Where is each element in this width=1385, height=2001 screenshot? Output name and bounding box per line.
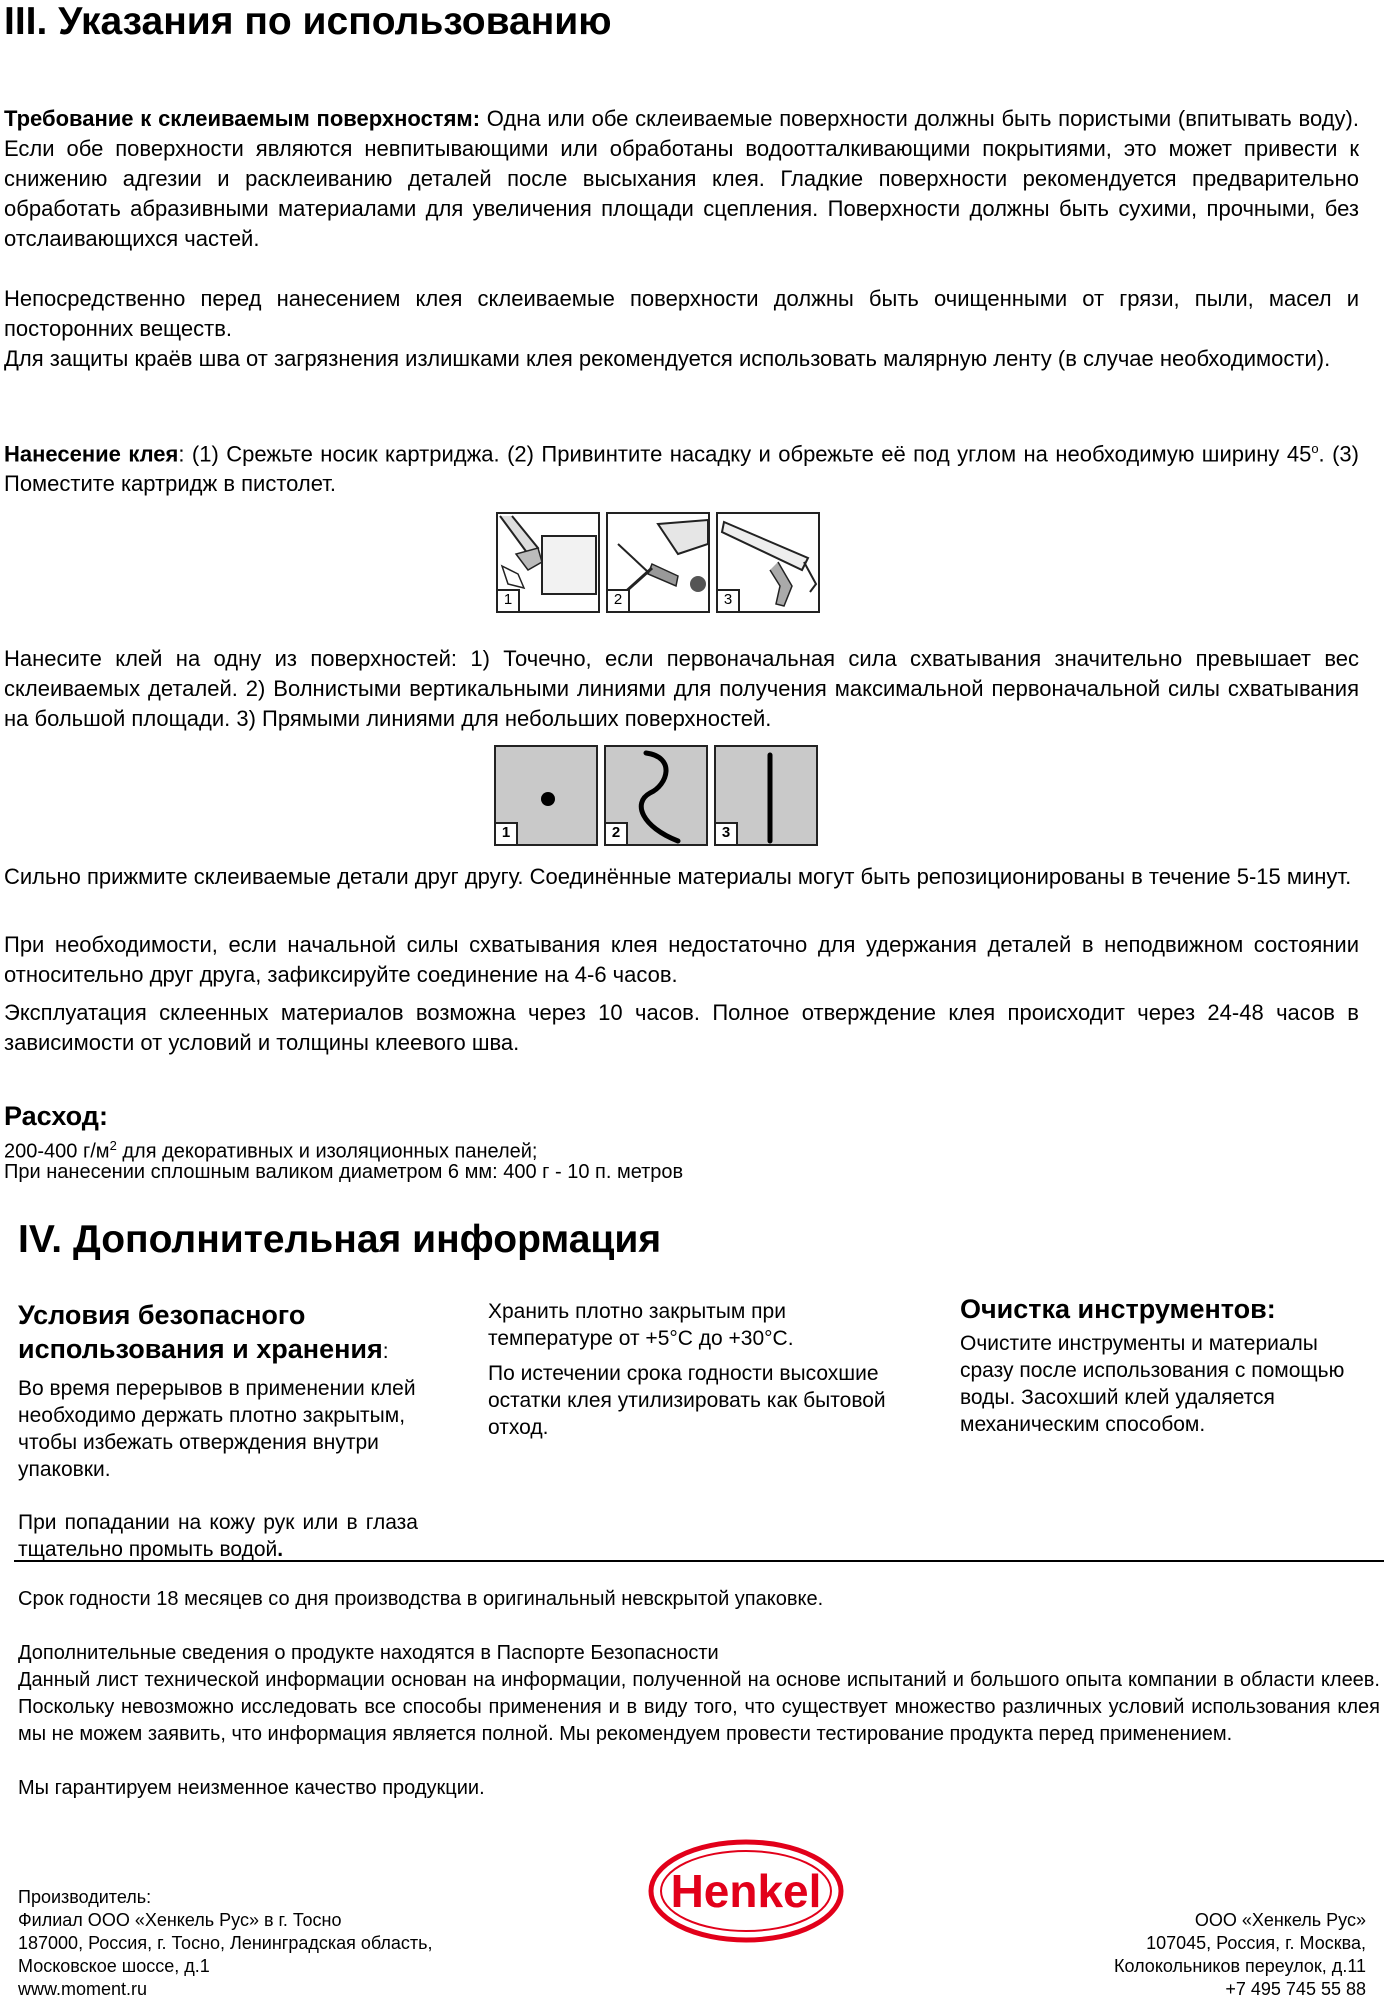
surface-requirements-text: Одна или обе склеиваемые поверхности должны быть пористыми (впитывать воду). Если обе поверхности являются невпитывающими или обработаны водоотталкивающими покрытиями, это может привести к снижению адгезии и расклеиванию деталей после высыхания клея. Гладкие поверхности рекомендуется предварительно обработать абразивными материалами для увеличения площади сцепления. Поверхности должны быть сухими, прочными, без отслаивающихся частей. <box>4 106 1359 251</box>
consumption-line-2: При нанесении сплошным валиком диаметром 6 мм: 400 г - 10 п. метров <box>4 1161 684 1183</box>
manufacturer-block <box>18 1886 618 2001</box>
section-title-usage: III. Указания по использованию <box>4 0 612 43</box>
manufacturer-label: Производитель: <box>18 1887 152 1907</box>
safety-text-1: Во время перерывов в применении клей необходимо держать плотно закрытым, чтобы избежать отверждения внутри упаковки. <box>18 1377 416 1481</box>
tools-cleaning-text: Очистите инструменты и материалы сразу после использования с помощью воды. Засохший клей удаляется механическим способом. <box>960 1332 1345 1436</box>
henkel-logo-text: Henkel <box>670 1865 822 1917</box>
tools-cleaning-title: Очистка инструментов: <box>960 1294 1276 1324</box>
office-name: ООО «Хенкель Рус» <box>1194 1910 1366 1930</box>
section-title-additional-info: IV. Дополнительная информация <box>18 1218 662 1261</box>
step-cut-nozzle-image <box>496 512 600 613</box>
application-text: : (1) Срежьте носик картриджа. (2) Привинтите насадку и обрежьте её под углом на необходимую ширину 45 <box>178 441 1312 467</box>
consumption-title: Расход: <box>4 1101 108 1131</box>
consumption-usage: для декоративных и изоляционных панелей; <box>116 1140 538 1163</box>
storage-text-1: Хранить плотно закрытым при температуре от +5°С до +30°С. <box>488 1300 794 1350</box>
press-paragraph: Сильно прижмите склеиваемые детали друг другу. Соединённые материалы могут быть репозиционированы в течение 5-15 минут. <box>4 864 1352 889</box>
website-link[interactable]: www.moment.ru <box>18 1979 148 1999</box>
safety-title-text: Условия безопасного использования и хранения <box>18 1300 383 1364</box>
figure-number: 2 <box>606 822 628 844</box>
figure-number: 3 <box>716 822 738 844</box>
safety-title <box>18 1298 418 1369</box>
tools-cleaning-column <box>960 1292 1360 1438</box>
pattern-straight-image <box>714 745 818 846</box>
office-block <box>766 1909 1366 2001</box>
safety-text-2-body: При попадании на кожу рук или в глаза тщательно промыть водой <box>18 1511 418 1561</box>
shelf-life-text: Срок годности 18 месяцев со дня производства в оригинальный невскрытой упаковке. <box>18 1588 824 1610</box>
figure-number: 3 <box>718 589 740 611</box>
safety-text-2-end: . <box>277 1538 284 1561</box>
safety-title-colon: : <box>382 1340 389 1363</box>
storage-text-2: По истечении срока годности высохшие остатки клея утилизировать как бытовой отход. <box>488 1362 886 1439</box>
storage-column <box>488 1298 888 1441</box>
office-address-2: Колокольников переулок, д.11 <box>1114 1956 1366 1976</box>
consumption-value: 200-400 г/м <box>4 1140 110 1163</box>
office-address-1: 107045, Россия, г. Москва, <box>1146 1933 1366 1953</box>
safety-text-2 <box>18 1509 418 1563</box>
cleaning-paragraph: Непосредственно перед нанесением клея склеиваемые поверхности должны быть очищенными от грязи, пыли, масел и посторонних веществ. <box>4 286 1359 341</box>
pattern-wavy-image <box>604 745 708 846</box>
office-phone: +7 495 745 55 88 <box>1225 1979 1366 1999</box>
pattern-dots-image <box>494 745 598 846</box>
consumption-unit-exponent: 2 <box>109 1138 117 1153</box>
manufacturer-branch: Филиал ООО «Хенкель Рус» в г. Тосно <box>18 1910 342 1930</box>
figure-number: 1 <box>498 589 520 611</box>
apply-method-paragraph: Нанесите клей на одну из поверхностей: 1) Точечно, если первоначальная сила схватывания значительно превышает вес склеиваемых деталей. 2) Волнистыми вертикальными линиями для получения максимальной первоначальной силы схватывания на большой площади. 3) Прямыми линиями для небольших поверхностей. <box>4 646 1359 731</box>
step-attach-nozzle-image <box>606 512 710 613</box>
section-divider <box>14 1560 1384 1562</box>
surface-requirements-paragraph <box>4 104 1359 254</box>
masking-tape-paragraph: Для защиты краёв шва от загрязнения излишками клея рекомендуется использовать малярную ленту (в случае необходимости). <box>4 346 1331 371</box>
step-insert-gun-image <box>716 512 820 613</box>
curing-paragraph: Эксплуатация склеенных материалов возможна через 10 часов. Полное отверждение клея происходит через 24-48 часов в зависимости от условий и толщины клеевого шва. <box>4 1000 1359 1055</box>
guarantee-text: Мы гарантируем неизменное качество продукции. <box>18 1777 485 1799</box>
manufacturer-address-2: Московское шоссе, д.1 <box>18 1956 210 1976</box>
figure-number: 1 <box>496 822 518 844</box>
surface-requirements-label: Требование к склеиваемым поверхностям: <box>4 106 481 131</box>
figure-number: 2 <box>608 589 630 611</box>
cartridge-steps-figure <box>496 512 820 613</box>
safety-column <box>18 1298 418 1563</box>
degree-mark: o <box>1311 441 1319 456</box>
manufacturer-address-1: 187000, Россия, г. Тосно, Ленинградская область, <box>18 1933 433 1953</box>
more-info-text: Дополнительные сведения о продукте находятся в Паспорте Безопасности <box>18 1642 719 1664</box>
bead-pattern-figure <box>494 745 818 846</box>
disclaimer-text: Данный лист технической информации основан на информации, полученной на основе испытаний и большого опыта компании в области клеев. Поскольку невозможно исследовать все способы применения и в виду того, что существует множество различных условий использования клея мы не можем заявить, что информация является полной. Мы рекомендуем провести тестирование продукта перед применением. <box>18 1669 1380 1745</box>
application-paragraph <box>4 434 1359 499</box>
application-text-end: . (3) Поместите картридж в пистолет. <box>4 441 1359 497</box>
application-label: Нанесение клея <box>4 441 179 467</box>
fixation-paragraph: При необходимости, если начальной силы схватывания клея недостаточно для удержания деталей в неподвижном состоянии относительно друг друга, зафиксируйте соединение на 4-6 часов. <box>4 932 1359 987</box>
